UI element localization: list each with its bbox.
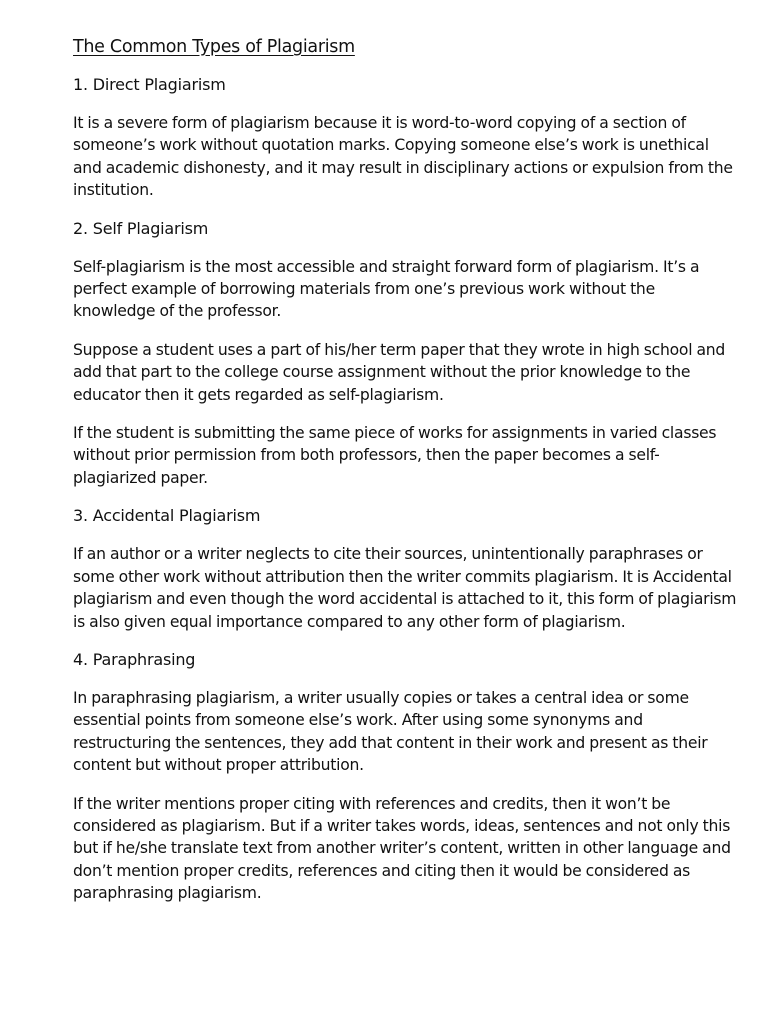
section-accidental-plagiarism — [73, 505, 739, 633]
paragraph: Suppose a student uses a part of his/her term paper that they wrote in high school and add that part to the college course assignment without the prior knowledge to the educator then it gets regarded as self-plagiarism. — [73, 340, 726, 404]
paragraph: It is a severe form of plagiarism because it is word-to-word copying of a section of someone’s work without quotation marks. Copying someone else’s work is unethical and academic dishonesty, and it may result in disciplinary actions or expulsion from the institution. — [73, 114, 733, 200]
page-title: The Common Types of Plagiarism — [73, 37, 355, 57]
paragraph: Self-plagiarism is the most accessible and straight forward form of plagiarism. It’s a perfect example of borrowing materials from one’s previous work without the knowledge of the professor. — [73, 257, 700, 321]
paragraph: If an author or a writer neglects to cite their sources, unintentionally paraphrases or some other work without attribution then the writer commits plagiarism. It is Accidental plagiarism and even though the word accidental is attached to it, this form of plagiarism is also given equal importance compared to any other form of plagiarism. — [73, 545, 737, 631]
section-direct-plagiarism — [73, 74, 739, 202]
section-heading: 4. Paraphrasing — [73, 649, 196, 669]
section-paraphrasing — [73, 649, 739, 905]
section-heading: 3. Accidental Plagiarism — [73, 506, 261, 526]
section-self-plagiarism — [73, 218, 739, 490]
section-heading: 2. Self Plagiarism — [73, 218, 209, 238]
paragraph: In paraphrasing plagiarism, a writer usually copies or takes a central idea or some essential points from someone else’s work. After using some synonyms and restructuring the sentences, they add that content in their work and present as their content but without proper attribution. — [73, 688, 708, 775]
section-heading: 1. Direct Plagiarism — [73, 75, 226, 94]
document-page — [73, 34, 739, 921]
paragraph: If the writer mentions proper citing with references and credits, then it won’t be considered as plagiarism. But if a writer takes words, ideas, sentences and not only this but if he/she translate text from another writer’s content, written in other language and don’t mention proper credits, references and citing then it would be considered as paraphrasing plagiarism. — [73, 794, 731, 903]
paragraph: If the student is submitting the same piece of works for assignments in varied classes without prior permission from both professors, then the paper becomes a self-plagiarized paper. — [73, 424, 717, 487]
